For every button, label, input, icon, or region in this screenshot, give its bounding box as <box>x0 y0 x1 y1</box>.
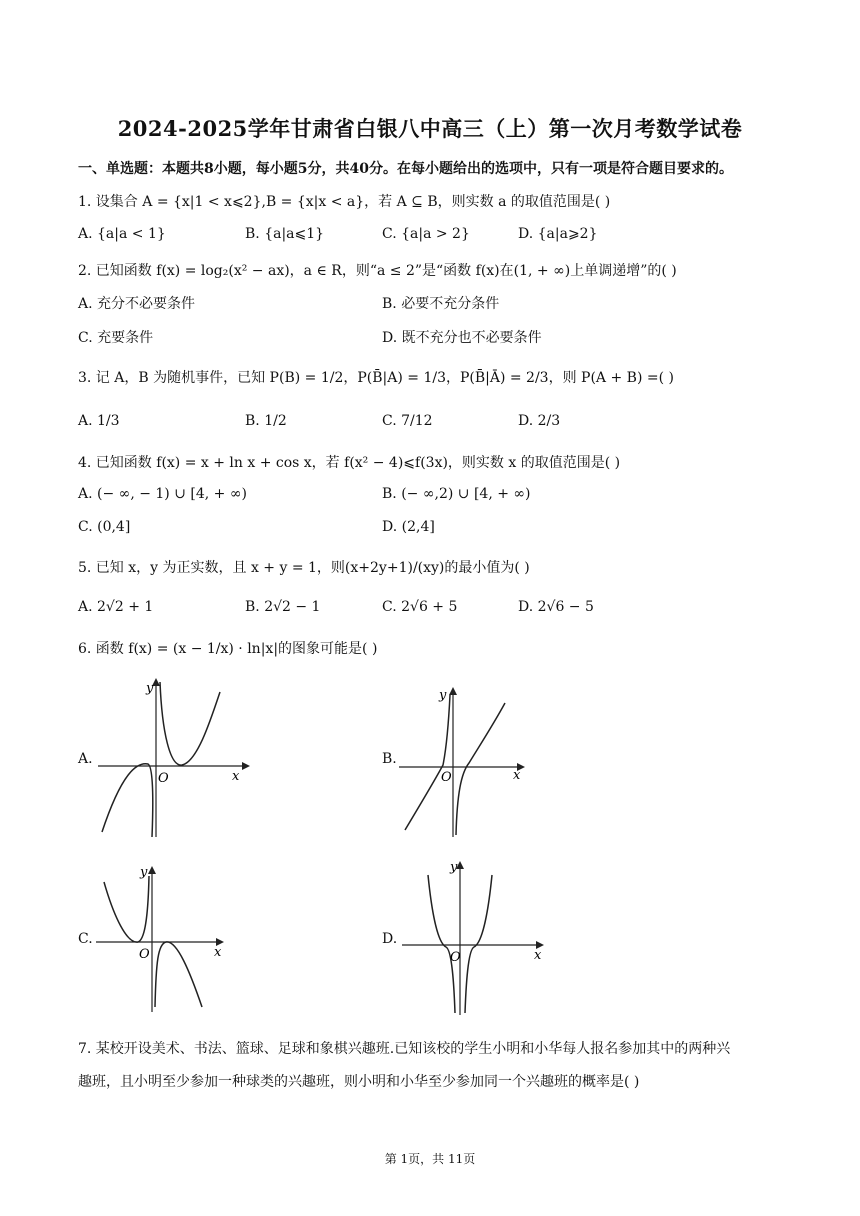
q6-d-x-label: x <box>534 948 542 963</box>
q6-option-b-label: B. <box>382 751 397 767</box>
q6-option-d-label: D. <box>382 931 398 947</box>
q6-b-x-label: x <box>513 768 521 783</box>
q6-d-y-label: y <box>450 860 458 875</box>
question-6-stem: 6. 函数 f(x) = (x − 1/x) · ln|x|的图象可能是( ) <box>78 641 378 657</box>
q5-option-a: A. 2√2 + 1 <box>78 599 154 615</box>
q6-option-c-label: C. <box>78 931 93 947</box>
q1-option-d: D. {a|a⩾2} <box>518 226 598 242</box>
q3-option-d: D. 2/3 <box>518 413 561 429</box>
page-title: 2024-2025学年甘肃省白银八中高三（上）第一次月考数学试卷 <box>117 116 743 141</box>
question-4-stem: 4. 已知函数 f(x) = x + ln x + cos x，若 f(x² − 4)⩽f(3x)，则实数 x 的取值范围是( ) <box>78 455 621 471</box>
q6-c-y-label: y <box>140 865 148 880</box>
q6-b-origin: O <box>441 770 452 785</box>
q6-a-x-label: x <box>232 769 240 784</box>
q5-option-d: D. 2√6 − 5 <box>518 599 594 615</box>
q6-graph-a <box>92 672 262 842</box>
question-1-stem: 1. 设集合 A = {x|1 < x⩽2},B = {x|x < a}，若 A ⊆ B，则实数 a 的取值范围是( ) <box>78 194 611 210</box>
page-footer: 第 1页，共 11页 <box>384 1152 476 1166</box>
q6-d-origin: O <box>450 950 461 965</box>
q6-c-x-label: x <box>214 945 222 960</box>
q5-option-b: B. 2√2 − 1 <box>245 599 321 615</box>
q3-option-b: B. 1/2 <box>245 413 287 429</box>
q2-option-b: B. 必要不充分条件 <box>382 296 500 312</box>
q4-option-a: A. (− ∞, − 1) ∪ [4, + ∞) <box>78 486 247 502</box>
q6-option-a-label: A. <box>78 751 93 767</box>
question-5-stem: 5. 已知 x，y 为正实数，且 x + y = 1，则(x+2y+1)/(xy)的最小值为( ) <box>78 560 530 576</box>
question-7-line-2: 趣班，且小明至少参加一种球类的兴趣班，则小明和小华至少参加同一个兴趣班的概率是( ) <box>78 1074 640 1090</box>
q6-graph-d <box>398 855 548 1020</box>
q3-option-c: C. 7/12 <box>382 413 433 429</box>
q4-option-b: B. (− ∞,2) ∪ [4, + ∞) <box>382 486 531 502</box>
q6-c-origin: O <box>139 947 150 962</box>
q6-a-y-label: y <box>146 681 154 696</box>
q5-option-c: C. 2√6 + 5 <box>382 599 458 615</box>
section-header: 一、单选题：本题共8小题，每小题5分，共40分。在每小题给出的选项中，只有一项是符合题目要求的。 <box>78 161 733 177</box>
question-3-stem: 3. 记 A，B 为随机事件，已知 P(B) = 1/2，P(B̄|A) = 1/3，P(B̄|Ā) = 2/3，则 P(A + B) =( ) <box>78 370 674 386</box>
q1-option-a: A. {a|a < 1} <box>78 226 166 242</box>
q1-option-c: C. {a|a > 2} <box>382 226 470 242</box>
q2-option-c: C. 充要条件 <box>78 330 154 346</box>
q4-option-d: D. (2,4] <box>382 519 435 535</box>
question-2-stem: 2. 已知函数 f(x) = log₂(x² − ax)，a ∈ R，则“a ≤ 2”是“函数 f(x)在(1, + ∞)上单调递增”的( ) <box>78 263 677 279</box>
q1-option-b: B. {a|a⩽1} <box>245 226 325 242</box>
q4-option-c: C. (0,4] <box>78 519 131 535</box>
q6-a-origin: O <box>158 771 169 786</box>
q6-graph-c <box>92 862 242 1017</box>
q6-b-y-label: y <box>439 688 447 703</box>
q2-option-a: A. 充分不必要条件 <box>78 296 196 312</box>
question-7-line-1: 7. 某校开设美术、书法、篮球、足球和象棋兴趣班.已知该校的学生小明和小华每人报名参加其中的两种兴 <box>78 1041 731 1057</box>
q2-option-d: D. 既不充分也不必要条件 <box>382 330 542 346</box>
q3-option-a: A. 1/3 <box>78 413 120 429</box>
q6-graph-b <box>395 685 535 840</box>
